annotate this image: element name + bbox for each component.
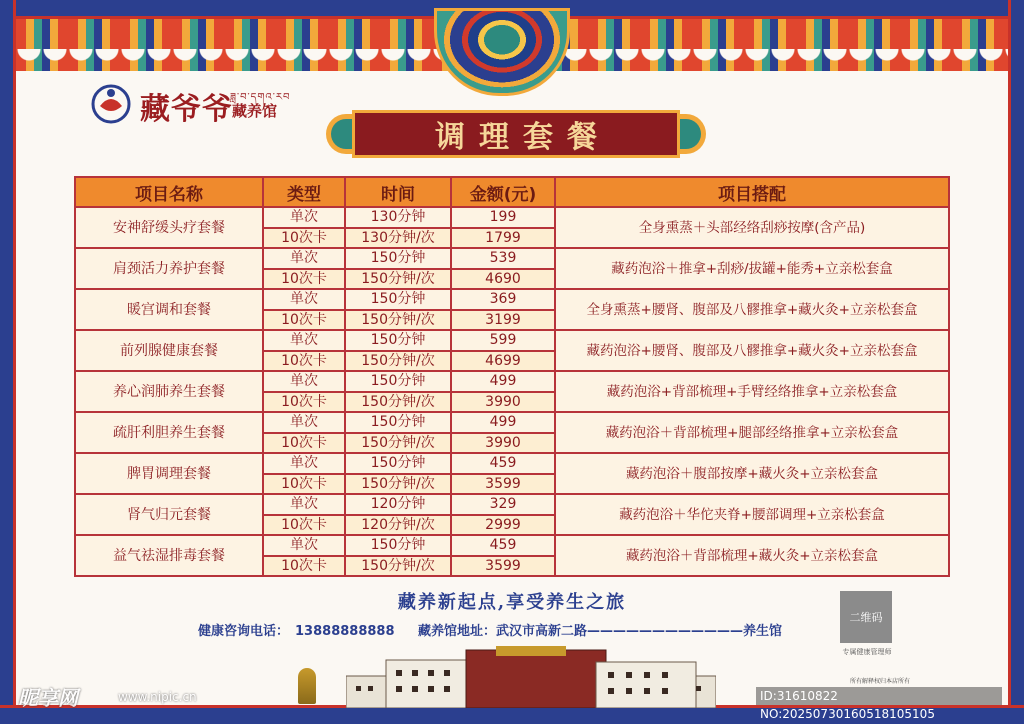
potala-palace-illustration <box>346 646 716 708</box>
package-type: 单次 <box>263 207 345 228</box>
package-type: 10次卡 <box>263 351 345 372</box>
package-price: 599 <box>451 330 555 351</box>
package-time: 150分钟/次 <box>345 310 451 331</box>
address-value: 武汉市高新二路————————————养生馆 <box>496 624 783 639</box>
package-time: 150分钟 <box>345 535 451 556</box>
package-name: 安神舒缓头疗套餐 <box>75 207 263 248</box>
package-type: 单次 <box>263 453 345 474</box>
package-combo: 藏药泡浴＋腹部按摩+藏火灸+立亲松套盒 <box>555 453 949 494</box>
rights-notice: 所有解释权归本店所有 <box>850 678 911 685</box>
title-banner <box>326 110 706 158</box>
package-type: 10次卡 <box>263 269 345 290</box>
package-price: 3199 <box>451 310 555 331</box>
brand-tibetan-text: ཟླ་བ་དགའ་རབ <box>230 92 291 103</box>
package-price: 199 <box>451 207 555 228</box>
package-price: 459 <box>451 535 555 556</box>
package-price: 499 <box>451 371 555 392</box>
package-combo: 藏药泡浴＋背部梳理+腿部经络推拿+立亲松套盒 <box>555 412 949 453</box>
package-type: 单次 <box>263 330 345 351</box>
package-price: 539 <box>451 248 555 269</box>
package-price: 329 <box>451 494 555 515</box>
package-price: 3599 <box>451 474 555 495</box>
package-type: 单次 <box>263 289 345 310</box>
header-price: 金额(元) <box>451 177 555 207</box>
package-time: 150分钟 <box>345 289 451 310</box>
package-combo: 藏药泡浴＋华佗夹脊+腰部调理+立亲松套盒 <box>555 494 949 535</box>
package-price: 4699 <box>451 351 555 372</box>
package-time: 150分钟/次 <box>345 269 451 290</box>
table-row <box>75 535 949 556</box>
package-time: 150分钟 <box>345 330 451 351</box>
package-type: 单次 <box>263 535 345 556</box>
phone-label: 健康咨询电话： <box>198 624 290 639</box>
table-row <box>75 412 949 433</box>
table-row <box>75 248 949 269</box>
package-time: 150分钟/次 <box>345 351 451 372</box>
address-label: 藏养馆地址： <box>418 624 497 639</box>
table-header-row <box>75 177 949 207</box>
header-name: 项目名称 <box>75 177 263 207</box>
contact-phone <box>198 620 401 639</box>
table-row <box>75 289 949 310</box>
package-time: 120分钟/次 <box>345 515 451 536</box>
package-time: 150分钟 <box>345 371 451 392</box>
top-medallion-ornament <box>434 8 570 96</box>
package-table <box>74 176 950 577</box>
package-time: 150分钟/次 <box>345 392 451 413</box>
package-price: 1799 <box>451 228 555 249</box>
package-price: 459 <box>451 453 555 474</box>
package-type: 10次卡 <box>263 310 345 331</box>
package-price: 3990 <box>451 392 555 413</box>
header-type: 类型 <box>263 177 345 207</box>
frame-right-border <box>1008 0 1024 724</box>
header-combo: 项目搭配 <box>555 177 949 207</box>
package-time: 120分钟 <box>345 494 451 515</box>
package-name: 脾胃调理套餐 <box>75 453 263 494</box>
table-row <box>75 453 949 474</box>
contact-address <box>418 620 782 639</box>
package-time: 150分钟 <box>345 248 451 269</box>
slogan: 藏养新起点,享受养生之旅 <box>397 592 627 613</box>
table-row <box>75 371 949 392</box>
package-time: 150分钟/次 <box>345 433 451 454</box>
package-name: 肾气归元套餐 <box>75 494 263 535</box>
package-name: 益气祛湿排毒套餐 <box>75 535 263 576</box>
package-combo: 全身熏蒸＋头部经络刮痧按摩(含产品) <box>555 207 949 248</box>
package-price: 4690 <box>451 269 555 290</box>
brand-name: 藏爷爷 <box>140 92 233 127</box>
package-type: 单次 <box>263 494 345 515</box>
package-price: 2999 <box>451 515 555 536</box>
package-name: 疏肝利胆养生套餐 <box>75 412 263 453</box>
package-time: 130分钟 <box>345 207 451 228</box>
package-type: 10次卡 <box>263 515 345 536</box>
package-combo: 藏药泡浴+背部梳理+手臂经络推拿+立亲松套盒 <box>555 371 949 412</box>
package-combo: 藏药泡浴＋背部梳理+藏火灸+立亲松套盒 <box>555 535 949 576</box>
watermark-logo: 昵享网 <box>18 686 78 710</box>
package-name: 肩颈活力养护套餐 <box>75 248 263 289</box>
package-price: 3990 <box>451 433 555 454</box>
package-time: 130分钟/次 <box>345 228 451 249</box>
title-plate <box>352 110 680 158</box>
watermark-id: ID:31610822 NO:20250730160518105105 <box>756 687 1002 705</box>
page-title: 调理套餐 <box>435 120 611 155</box>
qr-code-placeholder: 二维码 <box>840 591 892 643</box>
package-type: 10次卡 <box>263 228 345 249</box>
package-time: 150分钟/次 <box>345 556 451 577</box>
package-type: 单次 <box>263 412 345 433</box>
package-type: 10次卡 <box>263 474 345 495</box>
package-time: 150分钟 <box>345 412 451 433</box>
package-table-body <box>75 207 949 576</box>
package-price: 3599 <box>451 556 555 577</box>
package-time: 150分钟/次 <box>345 474 451 495</box>
brand-subtitle: 藏养馆 <box>232 102 278 120</box>
package-combo: 藏药泡浴＋推拿+刮痧/拔罐+能秀+立亲松套盒 <box>555 248 949 289</box>
qr-caption: 专属健康管理师 <box>842 648 892 656</box>
package-type: 10次卡 <box>263 433 345 454</box>
phone-number: 13888888888 <box>295 624 395 639</box>
package-combo: 藏药泡浴+腰肾、腹部及八髎推拿+藏火灸+立亲松套盒 <box>555 330 949 371</box>
package-time: 150分钟 <box>345 453 451 474</box>
package-type: 单次 <box>263 371 345 392</box>
table-row <box>75 494 949 515</box>
package-type: 10次卡 <box>263 556 345 577</box>
header-time: 时间 <box>345 177 451 207</box>
watermark-domain: www.nipic.cn <box>118 690 197 704</box>
frame-left-border <box>0 0 16 724</box>
package-name: 前列腺健康套餐 <box>75 330 263 371</box>
package-name: 养心润肺养生套餐 <box>75 371 263 412</box>
package-type: 10次卡 <box>263 392 345 413</box>
package-price: 499 <box>451 412 555 433</box>
table-row <box>75 207 949 228</box>
brand-logo-icon <box>90 82 132 124</box>
table-row <box>75 330 949 351</box>
package-name: 暖宫调和套餐 <box>75 289 263 330</box>
package-price: 369 <box>451 289 555 310</box>
package-type: 单次 <box>263 248 345 269</box>
golden-stupa-icon <box>298 668 316 704</box>
package-combo: 全身熏蒸+腰肾、腹部及八髎推拿+藏火灸+立亲松套盒 <box>555 289 949 330</box>
